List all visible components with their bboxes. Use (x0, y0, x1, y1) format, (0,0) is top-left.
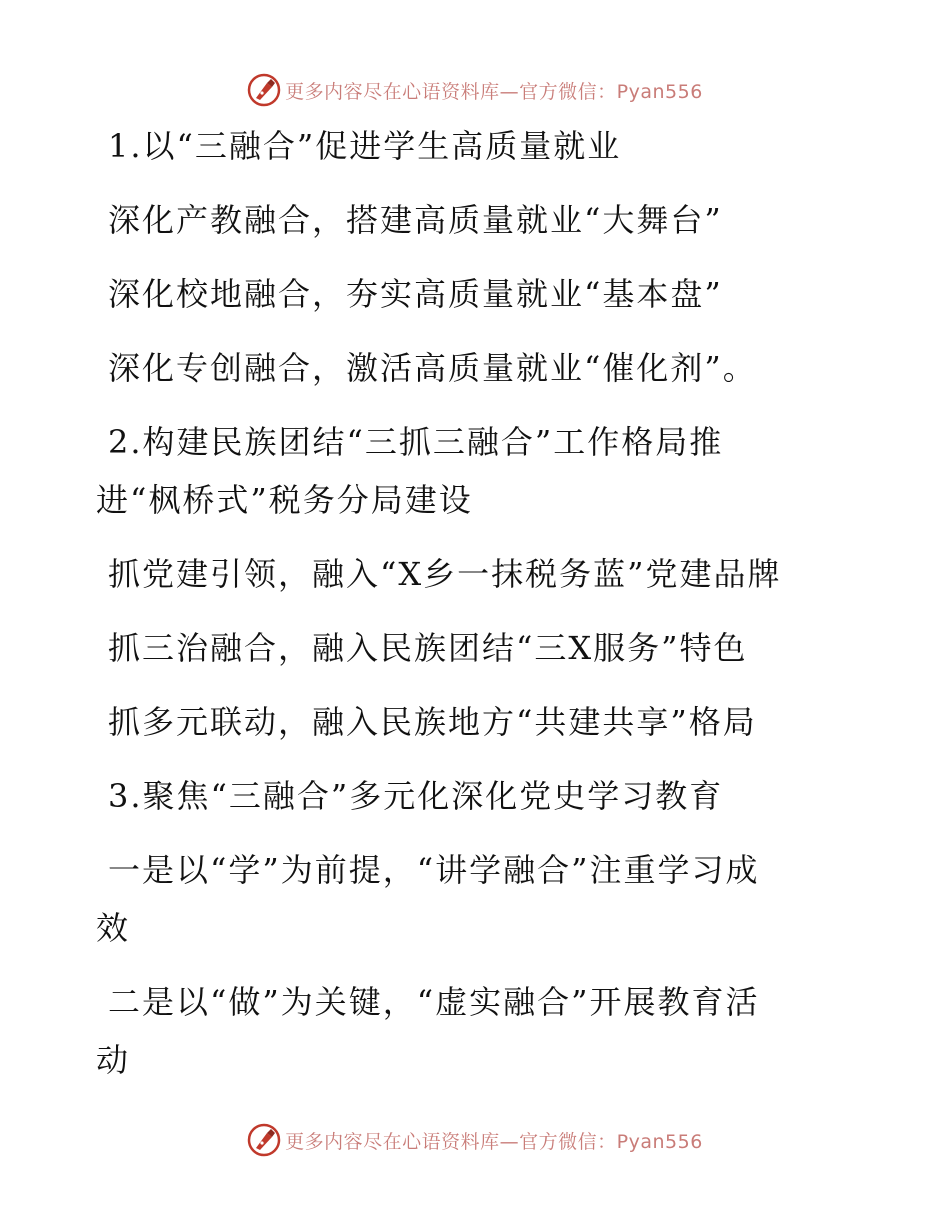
text-line: 抓多元联动，融入民族地方“共建共享”格局 (108, 703, 757, 741)
heading-1: 1.以“三融合”促进学生高质量就业 (108, 127, 622, 165)
text-line: 深化专创融合，激活高质量就业“催化剂”。 (108, 349, 757, 387)
text-line: 抓三治融合，融入民族团结“三X服务”特色 (108, 629, 748, 667)
heading-2-continuation: 进“枫桥式”税务分局建设 (96, 481, 473, 519)
heading-3: 3.聚焦“三融合”多元化深化党史学习教育 (108, 777, 724, 815)
pen-nib-logo-icon (247, 73, 281, 107)
watermark-footer (0, 1122, 950, 1158)
watermark-header (0, 72, 950, 108)
text-line: 一是以“学”为前提，“讲学融合”注重学习成 (108, 851, 760, 889)
text-line: 深化校地融合，夯实高质量就业“基本盘” (108, 275, 723, 313)
text-line-continuation: 动 (96, 1041, 131, 1079)
watermark-text: 更多内容尽在心语资料库—官方微信：Pyan556 (285, 1130, 703, 1153)
heading-2: 2.构建民族团结“三抓三融合”工作格局推 (108, 423, 724, 461)
text-line: 抓党建引领，融入“X乡一抹税务蓝”党建品牌 (108, 555, 782, 593)
text-line: 深化产教融合，搭建高质量就业“大舞台” (108, 201, 723, 239)
pen-nib-logo-icon (247, 1123, 281, 1157)
text-line: 二是以“做”为关键，“虚实融合”开展教育活 (108, 983, 760, 1021)
text-line-continuation: 效 (96, 909, 131, 947)
watermark-text: 更多内容尽在心语资料库—官方微信：Pyan556 (285, 80, 703, 103)
